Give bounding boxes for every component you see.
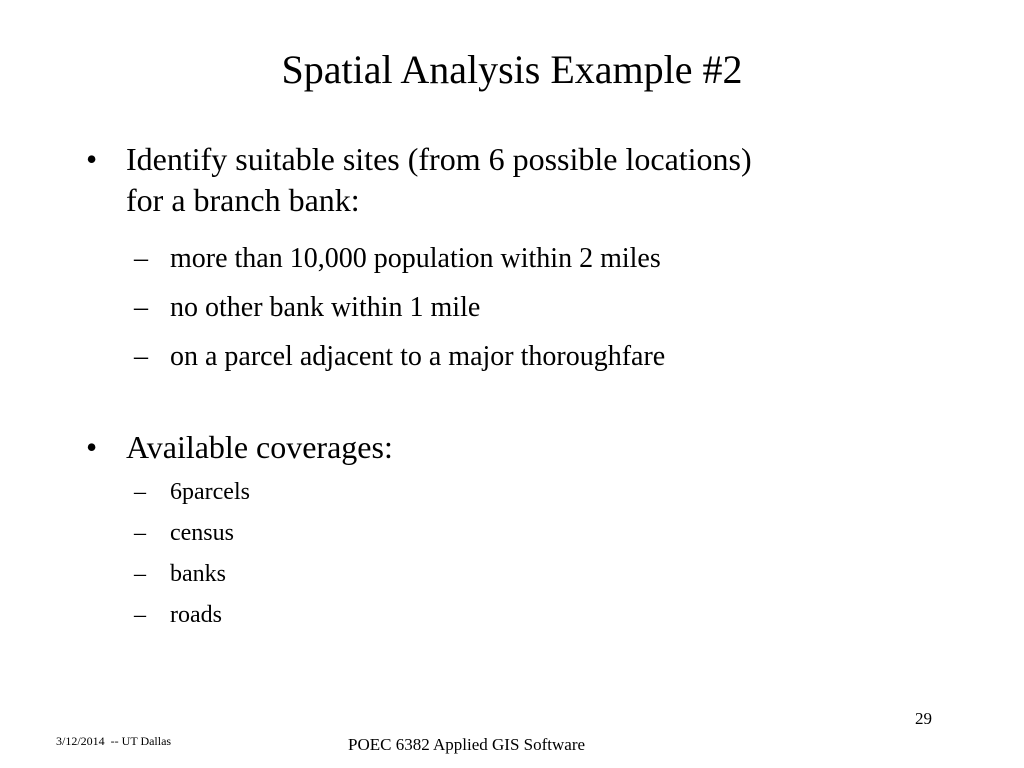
bullet-marker: • [86, 141, 98, 177]
footer-date: 3/12/2014 -- UT Dallas [56, 734, 172, 748]
dash-marker: – [134, 520, 146, 546]
dash-marker: – [134, 602, 146, 628]
sub-item-text: banks [170, 561, 226, 587]
sub-item-text: on a parcel adjacent to a major thoroughfare [170, 341, 666, 372]
sub-item-text: roads [170, 602, 222, 628]
sub-item-text: more than 10,000 population within 2 miles [170, 243, 661, 274]
dash-marker: – [134, 561, 146, 587]
dash-marker: – [134, 479, 146, 505]
dash-marker: – [134, 341, 148, 372]
dash-marker: – [134, 243, 148, 274]
sub-item-text: no other bank within 1 mile [170, 292, 481, 323]
bullet-line: Identify suitable sites (from 6 possible locations) [126, 141, 752, 177]
bullet-text [126, 139, 926, 221]
footer-course-title: POEC 6382 Applied GIS Software [348, 735, 586, 754]
dash-marker: – [134, 292, 148, 323]
slide-number: 29 [915, 709, 932, 728]
slide-title: Spatial Analysis Example #2 [281, 47, 743, 92]
bullet-line: Available coverages: [126, 429, 393, 465]
bullet-text [126, 427, 926, 468]
bullet-line: for a branch bank: [126, 182, 360, 218]
sub-item-text: census [170, 520, 234, 546]
bullet-marker: • [86, 429, 98, 465]
sub-item-text: 6parcels [170, 479, 250, 505]
